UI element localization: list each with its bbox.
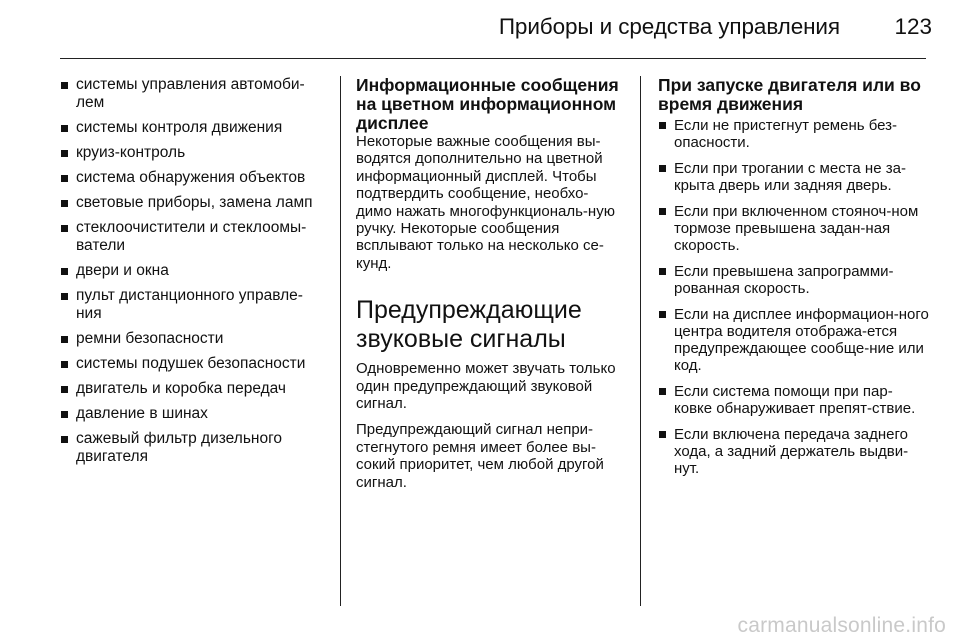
bullet-square-icon (61, 336, 68, 343)
left-column (60, 76, 324, 473)
warning-chimes-paragraph-1: Одновременно может звучать только один предупреждающий звуковой сигнал. (356, 360, 616, 413)
bullet-square-icon (61, 361, 68, 368)
list-item: стеклоочистители и стеклоомы-ватели (60, 219, 324, 255)
list-item: системы управления автомоби-лем (60, 76, 324, 112)
page-number: 123 (894, 14, 932, 39)
list-item: двигатель и коробка передач (60, 380, 324, 398)
list-item: Если на дисплее информацион-ного центра водителя отобража-ется предупреждающее сообще-ние или код. (658, 306, 930, 374)
header-divider (60, 58, 926, 59)
list-item: световые приборы, замена ламп (60, 194, 324, 212)
list-item: давление в шинах (60, 405, 324, 423)
bullet-square-icon (61, 150, 68, 157)
bullet-square-icon (659, 311, 666, 318)
list-item: двери и окна (60, 262, 324, 280)
bullet-square-icon (61, 293, 68, 300)
bullet-square-icon (61, 436, 68, 443)
bullet-square-icon (61, 411, 68, 418)
list-item: Если превышена запрограмми-рованная скорость. (658, 263, 930, 297)
bullet-square-icon (659, 388, 666, 395)
engine-start-heading: При запуске двигателя или во время движения (658, 75, 921, 114)
bullet-square-icon (659, 431, 666, 438)
list-item: пульт дистанционного управле-ния (60, 287, 324, 323)
warning-chimes-heading: Предупреждающие звуковые сигналы (356, 296, 582, 354)
bullet-square-icon (61, 225, 68, 232)
bullet-square-icon (61, 125, 68, 132)
list-item: Если при трогании с места не за-крыта дверь или задняя дверь. (658, 160, 930, 194)
list-item: система обнаружения объектов (60, 169, 324, 187)
column-divider-left (340, 76, 341, 606)
bullet-square-icon (61, 200, 68, 207)
bullet-square-icon (61, 268, 68, 275)
list-item: системы подушек безопасности (60, 355, 324, 373)
watermark: carmanualsonline.info (737, 614, 946, 637)
list-item: Если система помощи при пар-ковке обнаруживает препят-ствие. (658, 383, 930, 417)
bullet-square-icon (659, 122, 666, 129)
bullet-square-icon (61, 386, 68, 393)
bullet-square-icon (659, 208, 666, 215)
right-column (658, 76, 930, 486)
list-item: системы контроля движения (60, 119, 324, 137)
middle-column (356, 76, 624, 491)
list-item: круиз-контроль (60, 144, 324, 162)
column-divider-right (640, 76, 641, 606)
list-item: Если при включенном стояноч-ном тормозе превышена задан-ная скорость. (658, 203, 930, 254)
page-title: Приборы и средства управления (498, 14, 840, 39)
bullet-square-icon (659, 165, 666, 172)
list-item: сажевый фильтр дизельного двигателя (60, 430, 324, 466)
chime-conditions-list (658, 117, 930, 477)
info-messages-heading: Информационные сообщения на цветном информационном дисплее (356, 75, 619, 133)
list-item: Если не пристегнут ремень без-опасности. (658, 117, 930, 151)
list-item: Если включена передача заднего хода, а задний держатель выдви-нут. (658, 426, 930, 477)
warning-chimes-paragraph-2: Предупреждающий сигнал непри-стегнутого ремня имеет более вы-сокий приоритет, чем любой другой сигнал. (356, 421, 604, 491)
bullet-square-icon (61, 175, 68, 182)
bullet-square-icon (659, 268, 666, 275)
list-item: ремни безопасности (60, 330, 324, 348)
topic-list (60, 76, 324, 466)
bullet-square-icon (61, 82, 68, 89)
info-messages-text: Некоторые важные сообщения вы-водятся дополнительно на цветной информационный дисплей. Чтобы подтвердить сообщение, необхо-димо нажать многофункциональ-ную ручку. Некоторые сообщения всплывают только на несколько се-кунд. (356, 133, 615, 272)
